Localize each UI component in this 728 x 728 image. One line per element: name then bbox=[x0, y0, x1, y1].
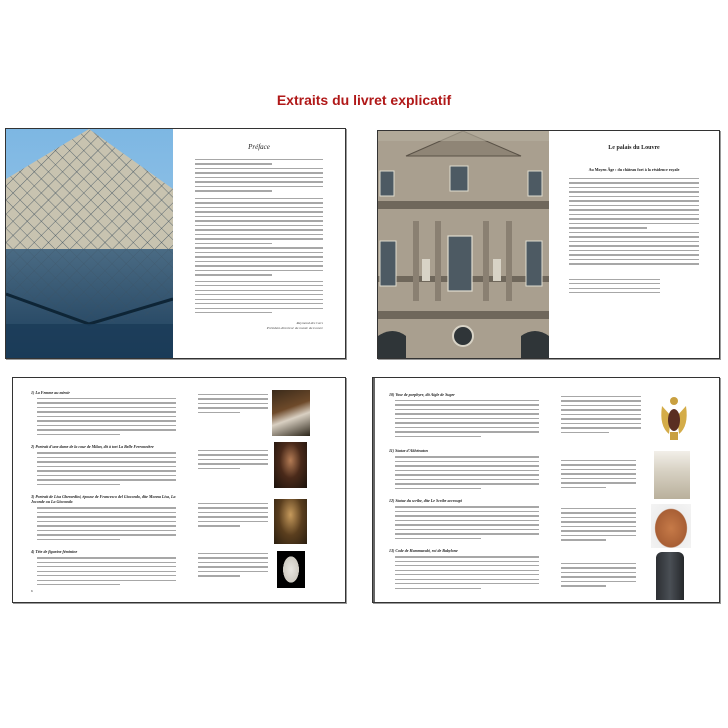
palais-page bbox=[549, 131, 719, 358]
spread-works-1 bbox=[12, 377, 346, 603]
caption-belle-ferronniere bbox=[198, 450, 268, 472]
object-aigle-suger bbox=[659, 396, 689, 444]
preface-body bbox=[195, 159, 323, 313]
page-number: 6 bbox=[31, 588, 33, 593]
signature-name: Raymond des Cars bbox=[296, 321, 323, 326]
eagle-vase-icon bbox=[659, 396, 689, 444]
caption-scribe bbox=[561, 508, 636, 544]
spine bbox=[373, 378, 375, 602]
section-heading: 4) Tête de figurine féminine bbox=[31, 549, 78, 555]
section-heading: 10) Vase de porphyre, dit Aigle de Suger bbox=[389, 392, 455, 397]
statue-scribe-accroupi bbox=[651, 504, 691, 548]
section-heading: 11) Statue d'Akhénaton bbox=[389, 448, 428, 454]
statue-akhenaton bbox=[654, 451, 690, 499]
caption-titien bbox=[198, 394, 268, 416]
section-heading: 3) Portrait de Lisa Gherardini, épouse de Francesco del Giocondo, dite Monna Lisa, La Joconde ou La Gioconda bbox=[31, 494, 176, 505]
section-heading: 2) Portrait d'une dame de la cour de Milan, dit à tort La Belle Ferronnière bbox=[31, 444, 154, 450]
preface-signature bbox=[195, 321, 323, 331]
caption-akhenaton bbox=[561, 460, 636, 491]
painting-femme-miroir bbox=[272, 390, 310, 436]
facade-image-icon bbox=[378, 131, 549, 358]
page-title: Extraits du livret explicatif bbox=[276, 92, 452, 108]
works-text-column bbox=[389, 392, 539, 592]
section-body bbox=[31, 557, 176, 585]
sculpture-tete-figurine bbox=[277, 551, 305, 588]
caption-joconde bbox=[198, 503, 268, 530]
section-body bbox=[389, 556, 539, 589]
section-heading: 12) Statue du scribe, dite Le Scribe accroupi bbox=[389, 498, 462, 504]
palais-caption bbox=[569, 279, 660, 294]
palais-body bbox=[569, 178, 699, 265]
section-body bbox=[389, 506, 539, 539]
painting-joconde bbox=[274, 499, 307, 544]
works-text-column bbox=[31, 390, 176, 593]
spread-preface bbox=[5, 128, 346, 359]
section-body bbox=[31, 398, 176, 435]
section-body bbox=[31, 452, 176, 485]
preface-title: Préface bbox=[248, 143, 270, 151]
palais-title: Le palais du Louvre bbox=[608, 145, 660, 151]
signature-role: Président-directeur du musée du Louvre bbox=[266, 326, 323, 331]
section-body bbox=[31, 507, 176, 540]
section-heading: 13) Code de Hammurabi, roi de Babylone bbox=[389, 548, 458, 554]
louvre-facade-photo bbox=[378, 131, 549, 358]
caption-hammurabi bbox=[561, 563, 636, 590]
caption-aigle-suger bbox=[561, 396, 641, 436]
section-body bbox=[389, 400, 539, 437]
stele-hammurabi bbox=[656, 552, 684, 600]
pyramid-image-icon bbox=[6, 129, 173, 358]
palais-subtitle: Au Moyen Âge : du château fort à la résidence royale bbox=[588, 167, 680, 172]
section-heading: 1) La Femme au miroir bbox=[31, 390, 70, 395]
spread-palais bbox=[377, 130, 720, 359]
preface-page bbox=[173, 129, 345, 358]
painting-belle-ferronniere bbox=[274, 442, 307, 488]
spread-works-2 bbox=[372, 377, 720, 603]
caption-tete-figurine bbox=[198, 553, 268, 580]
section-body bbox=[389, 456, 539, 489]
pyramid-photo bbox=[6, 129, 173, 358]
